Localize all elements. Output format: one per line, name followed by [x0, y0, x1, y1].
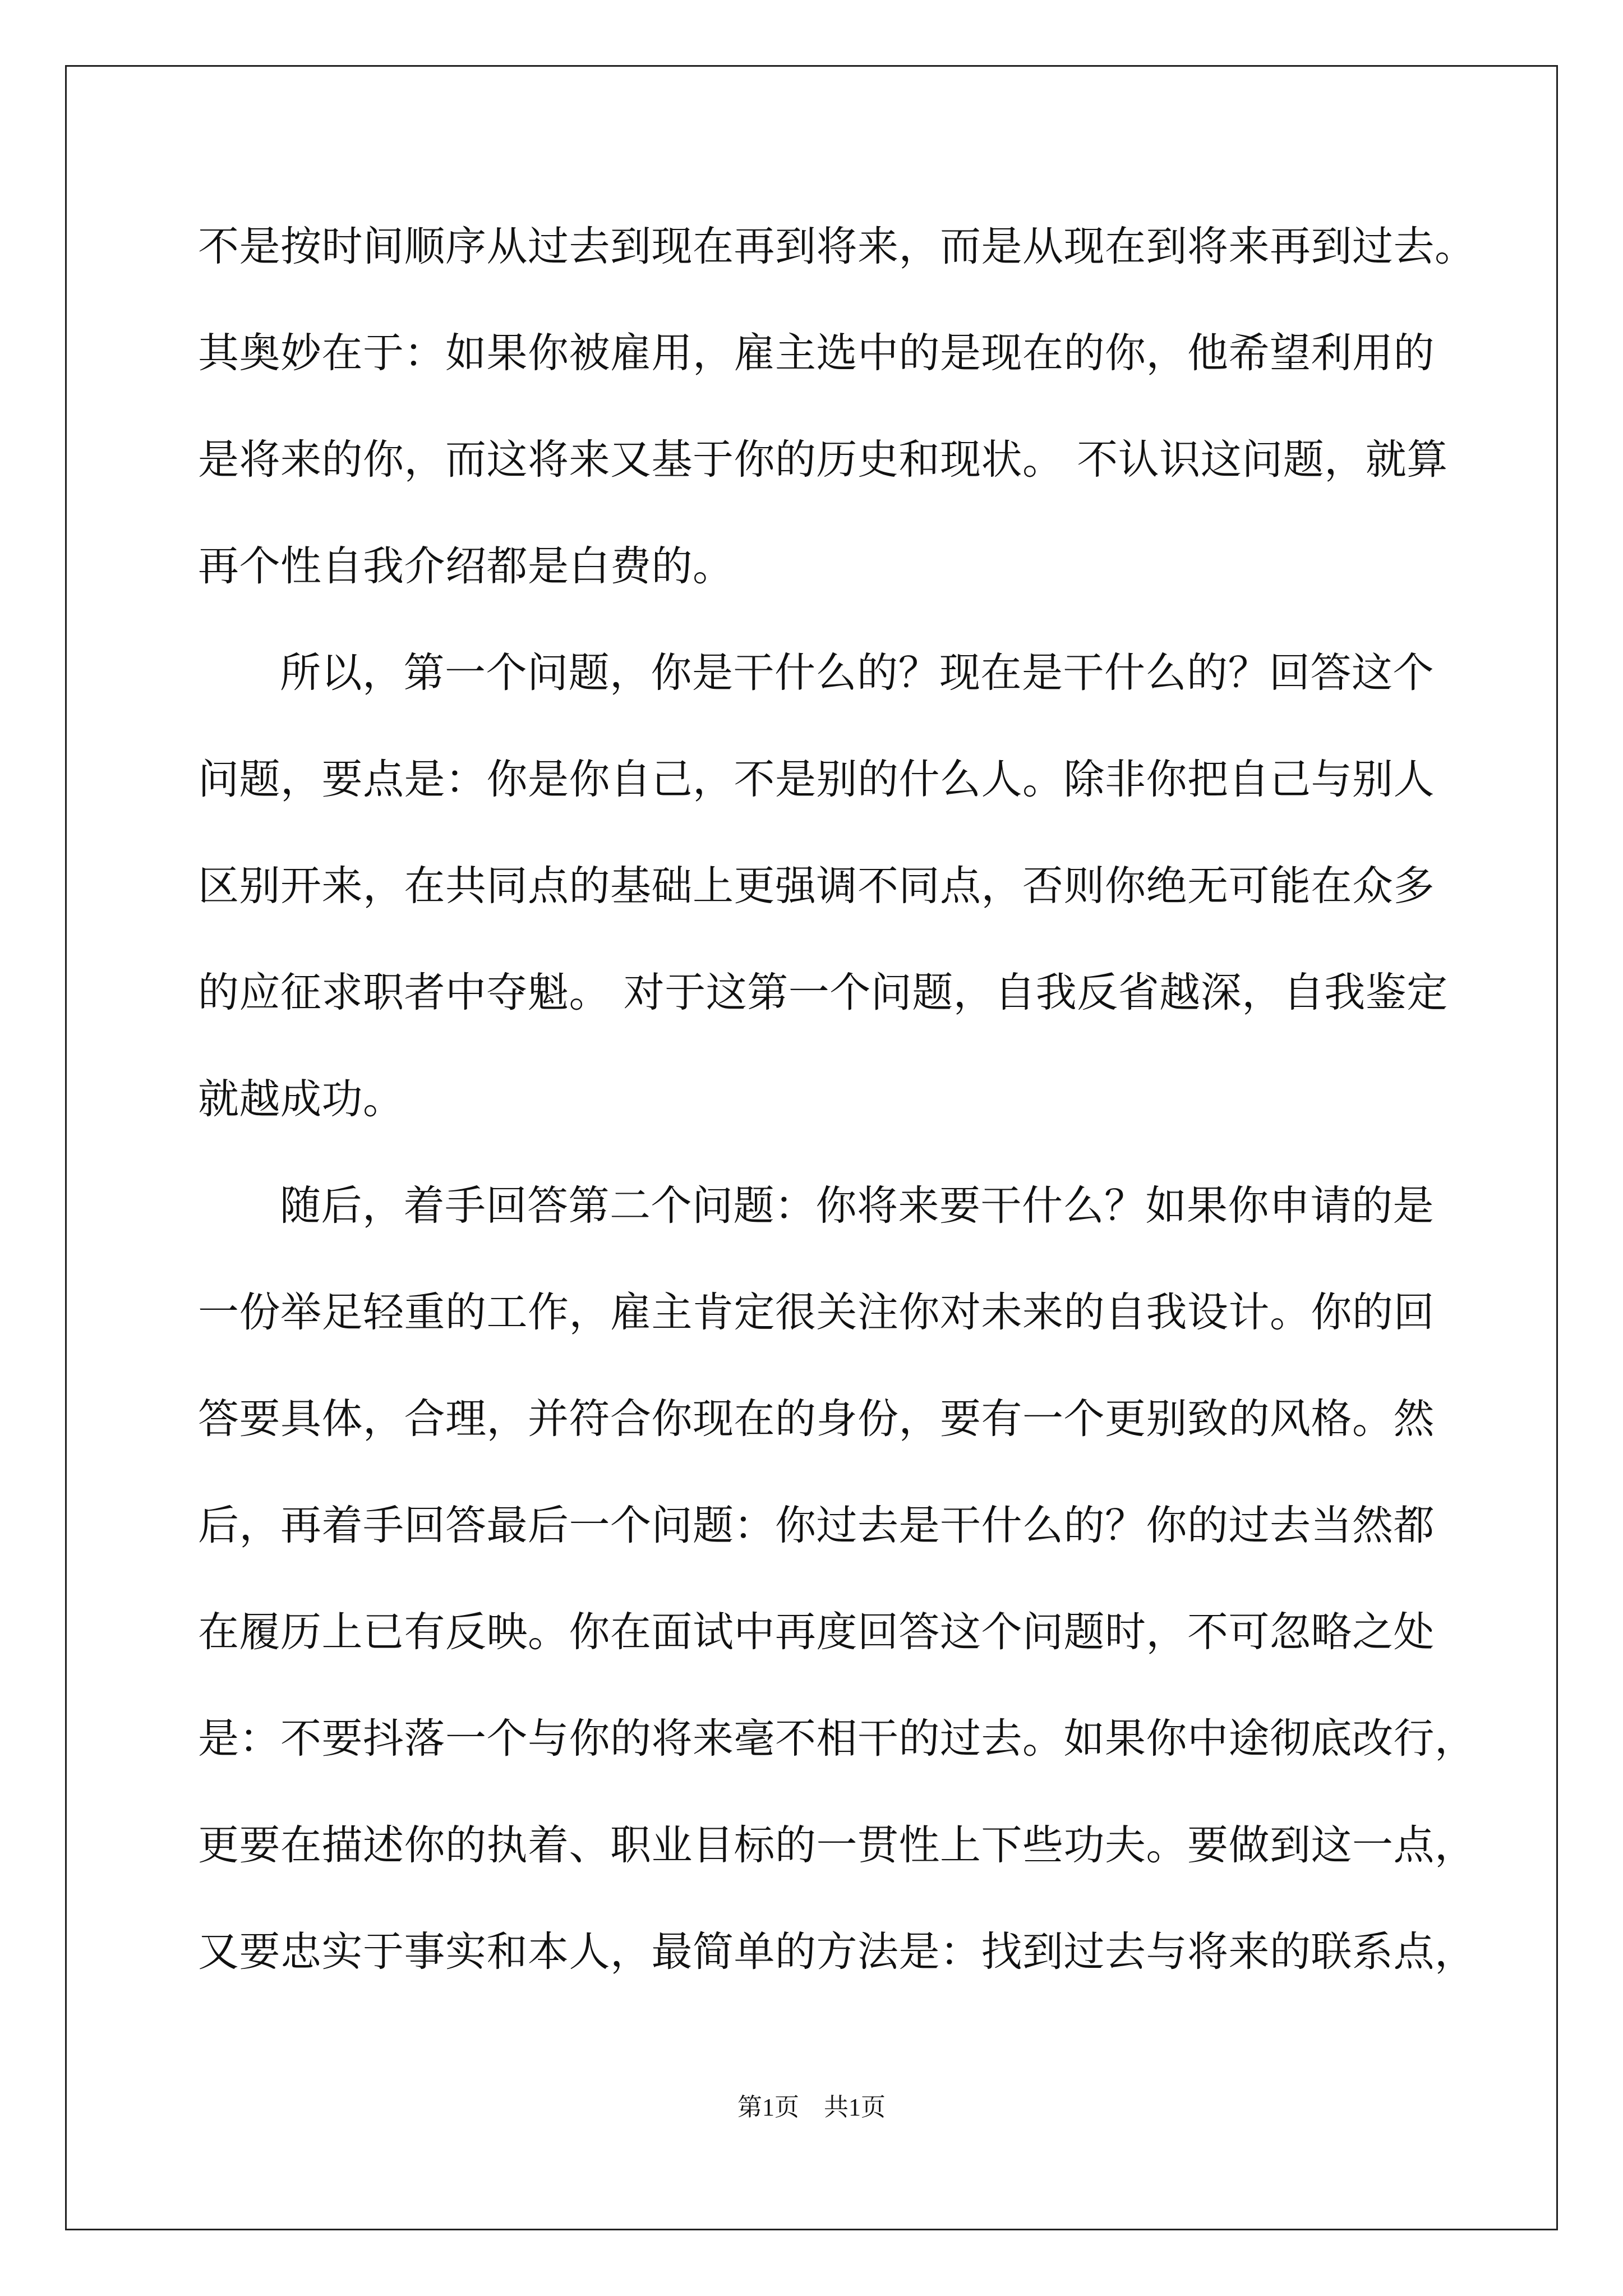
text-line: 其奥妙在于：如果你被雇用，雇主选中的是现在的你，他希望利用的 — [198, 329, 1435, 377]
text-line: 的应征求职者中夺魁。 对于这第一个问题，自我反省越深，自我鉴定 — [198, 969, 1448, 1016]
text-line: 又要忠实于事实和本人，最简单的方法是：找到过去与将来的联系点， — [198, 1928, 1476, 1976]
page-number-total: 共1页 — [824, 2093, 886, 2121]
text-line: 是将来的你，而这将来又基于你的历史和现状。 不认识这问题，就算 — [198, 436, 1448, 484]
text-line: 就越成功。 — [198, 1075, 404, 1123]
text-line: 不是按时间顺序从过去到现在再到将来，而是从现在到将来再到过去。 — [198, 223, 1476, 270]
text-line: 问题，要点是：你是你自己，不是别的什么人。除非你把自己与别人 — [198, 756, 1435, 803]
paragraph-start-line: 所以，第一个问题，你是干什么的？现在是干什么的？回答这个 — [280, 649, 1434, 697]
page-footer — [0, 2087, 1623, 2123]
text-line: 是：不要抖落一个与你的将来毫不相干的过去。如果你中途彻底改行， — [198, 1715, 1476, 1763]
page-number-current: 第1页 — [737, 2093, 799, 2121]
text-line: 区别开来，在共同点的基础上更强调不同点，否则你绝无可能在众多 — [198, 862, 1435, 910]
text-line: 在履历上已有反映。你在面试中再度回答这个问题时，不可忽略之处 — [198, 1608, 1435, 1656]
text-line: 一份举足轻重的工作，雇主肯定很关注你对未来的自我设计。你的回 — [198, 1289, 1435, 1336]
text-line: 更要在描述你的执着、职业目标的一贯性上下些功夫。要做到这一点， — [198, 1821, 1476, 1869]
text-line: 答要具体，合理，并符合你现在的身份，要有一个更别致的风格。然 — [198, 1395, 1435, 1443]
paragraph-start-line: 随后，着手回答第二个问题：你将来要干什么？如果你申请的是 — [280, 1182, 1434, 1230]
text-line: 后，再着手回答最后一个问题：你过去是干什么的？你的过去当然都 — [198, 1502, 1435, 1549]
document-body — [198, 194, 1476, 2005]
text-line: 再个性自我介绍都是白费的。 — [198, 542, 734, 590]
